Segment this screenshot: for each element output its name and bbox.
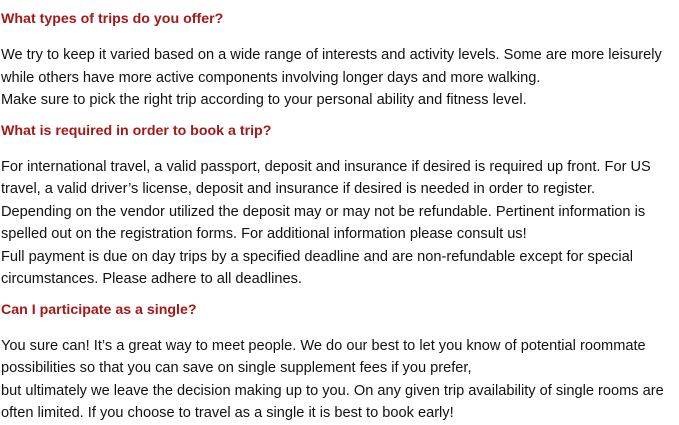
answer-line: We try to keep it varied based on a wide range of interests and activity levels. Some are more leisurely [1, 47, 662, 63]
faq-question: What is required in order to book a trip? [1, 122, 272, 139]
answer-line: circumstances. Please adhere to all deadlines. [1, 271, 302, 287]
answer-line: but ultimately we leave the decision making up to you. On any given trip availability of single rooms are [1, 382, 664, 399]
faq-answer [1, 335, 679, 425]
faq-item-single-travel [1, 300, 679, 425]
answer-line: often limited. If you choose to travel as a single it is best to book early! [1, 405, 454, 421]
answer-line: possibilities so that you can save on single supplement fees if you prefer, [1, 360, 472, 376]
answer-line: Full payment is due on day trips by a specified deadline and are non-refundable except for special [1, 248, 633, 265]
faq-item-booking-requirements [1, 121, 679, 291]
answer-line: Depending on the vendor utilized the deposit may or may not be refundable. Pertinent information is [1, 203, 646, 220]
faq-answer [1, 156, 679, 291]
answer-line: Make sure to pick the right trip according to your personal ability and fitness level. [1, 92, 527, 108]
faq-list [0, 9, 679, 425]
faq-item-trip-types [1, 9, 679, 112]
faq-question: Can I participate as a single? [1, 301, 197, 318]
faq-question: What types of trips do you offer? [1, 11, 224, 27]
answer-line: spelled out on the registration forms. For additional information please consult us! [1, 226, 527, 242]
answer-line: You sure can! It’s a great way to meet people. We do our best to let you know of potential roommate [1, 337, 646, 354]
answer-line: travel, a valid driver’s license, deposit and insurance if desired is needed in order to register. [1, 181, 596, 197]
answer-line: For international travel, a valid passport, deposit and insurance if desired is required up front. For US [1, 158, 651, 175]
faq-answer [1, 44, 679, 112]
answer-line: while others have more active components involving longer days and more walking. [1, 69, 541, 86]
